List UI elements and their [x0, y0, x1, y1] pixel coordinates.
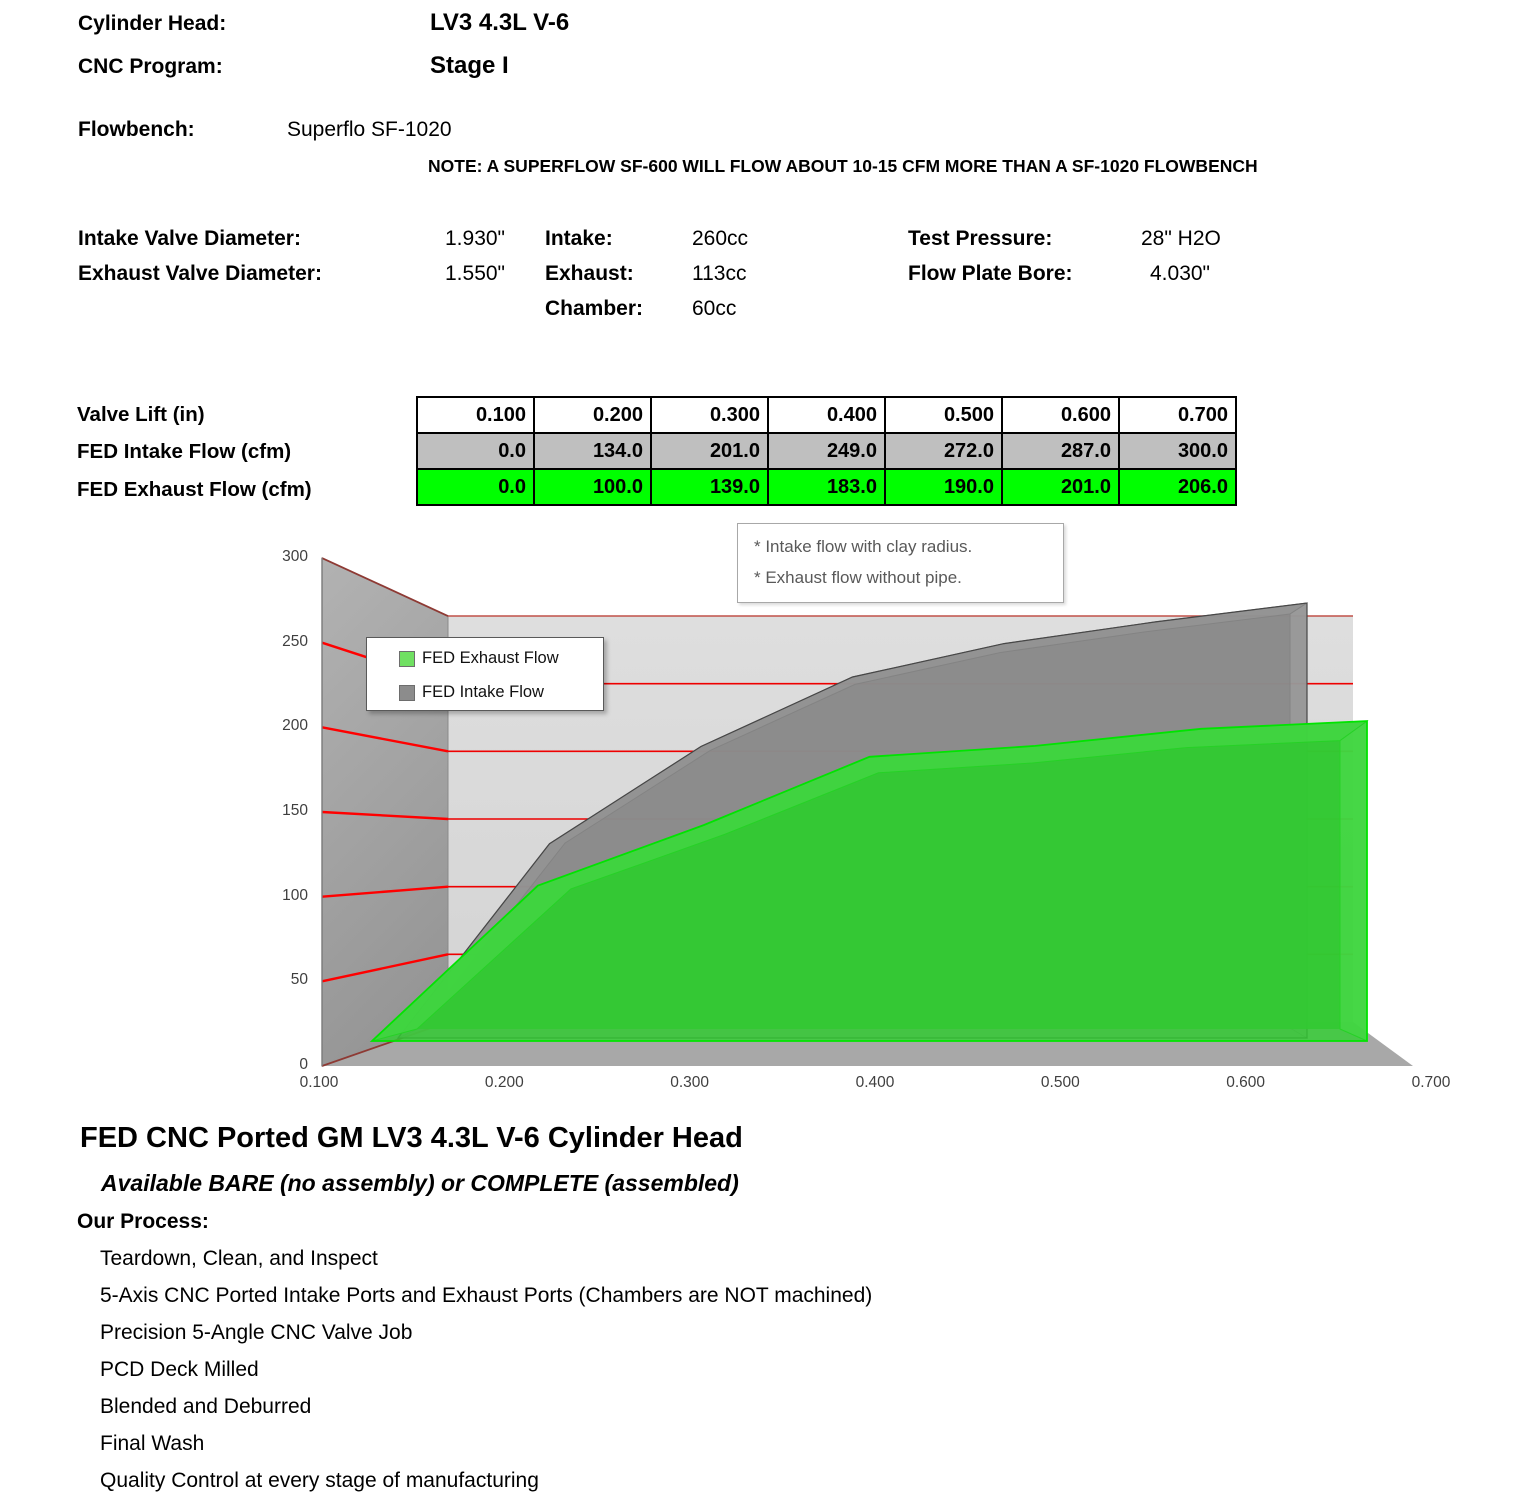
table-cell-r0-c5: 0.600 — [1002, 397, 1119, 433]
table-cell-r1-c5: 287.0 — [1002, 433, 1119, 469]
process-step-1: Teardown, Clean, and Inspect — [100, 1247, 378, 1270]
y-tick-200: 200 — [282, 717, 308, 735]
process-step-7: Quality Control at every stage of manufacturing — [100, 1469, 539, 1492]
x-tick-0.500: 0.500 — [1040, 1074, 1080, 1091]
cnc-program-value: Stage I — [430, 52, 509, 79]
exhaust-valve-diameter-value: 1.550" — [445, 262, 506, 285]
flow-plate-bore-value: 4.030" — [1150, 262, 1211, 285]
x-tick-0.700: 0.700 — [1411, 1074, 1451, 1091]
table-row-label-intake-flow: FED Intake Flow (cfm) — [77, 440, 292, 463]
y-tick-250: 250 — [282, 632, 308, 650]
flowbench-note: NOTE: A SUPERFLOW SF-600 WILL FLOW ABOUT 10-15 CFM MORE THAN A SF-1020 FLOWBENCH — [428, 156, 1258, 176]
table-cell-r0-c6: 0.700 — [1119, 397, 1236, 433]
intake-valve-diameter-value: 1.930" — [445, 227, 506, 250]
table-cell-r1-c3: 249.0 — [768, 433, 885, 469]
table-cell-r0-c3: 0.400 — [768, 397, 885, 433]
process-step-3: Precision 5-Angle CNC Valve Job — [100, 1321, 413, 1344]
x-tick-0.100: 0.100 — [299, 1074, 339, 1091]
process-step-4: PCD Deck Milled — [100, 1358, 259, 1381]
page-subtitle: Available BARE (no assembly) or COMPLETE (assembled) — [101, 1170, 739, 1196]
y-tick-300: 300 — [282, 548, 308, 565]
table-cell-r1-c1: 134.0 — [534, 433, 651, 469]
exhaust-cc-label: Exhaust: — [545, 262, 634, 285]
process-step-5: Blended and Deburred — [100, 1395, 312, 1418]
process-label: Our Process: — [77, 1210, 209, 1233]
cylinder-head-label: Cylinder Head: — [78, 12, 227, 35]
table-cell-r1-c0: 0.0 — [417, 433, 534, 469]
y-tick-150: 150 — [282, 802, 308, 819]
table-cell-r2-c2: 139.0 — [651, 469, 768, 505]
process-step-2: 5-Axis CNC Ported Intake Ports and Exhaust Ports (Chambers are NOT machined) — [100, 1284, 873, 1307]
test-pressure-value: 28" H2O — [1141, 227, 1221, 250]
y-tick-100: 100 — [282, 886, 308, 904]
cylinder-head-value: LV3 4.3L V-6 — [430, 9, 570, 36]
legend-item-intake — [399, 683, 544, 702]
flowbench-label: Flowbench: — [78, 118, 195, 141]
table-cell-r1-c2: 201.0 — [651, 433, 768, 469]
chamber-value: 60cc — [692, 297, 737, 320]
y-tick-50: 50 — [290, 971, 308, 989]
chart-annotation-box — [737, 523, 1064, 603]
x-tick-0.300: 0.300 — [670, 1074, 710, 1091]
chart-legend — [366, 637, 604, 711]
table-cell-r0-c1: 0.200 — [534, 397, 651, 433]
intake-cc-label: Intake: — [545, 227, 613, 250]
cnc-program-label: CNC Program: — [78, 55, 223, 78]
table-cell-r2-c1: 100.0 — [534, 469, 651, 505]
table-cell-r2-c0: 0.0 — [417, 469, 534, 505]
process-step-6: Final Wash — [100, 1432, 205, 1455]
x-tick-0.600: 0.600 — [1226, 1074, 1266, 1091]
table-cell-r2-c4: 190.0 — [885, 469, 1002, 505]
x-tick-0.400: 0.400 — [855, 1074, 895, 1091]
table-cell-r0-c0: 0.100 — [417, 397, 534, 433]
legend-label-intake: FED Intake Flow — [422, 683, 544, 701]
y-tick-0: 0 — [299, 1056, 308, 1073]
x-tick-0.200: 0.200 — [484, 1074, 524, 1091]
exhaust-legend-swatch — [399, 651, 415, 667]
intake-legend-swatch — [399, 685, 415, 701]
test-pressure-label: Test Pressure: — [908, 227, 1053, 250]
annotation-line-2: * Exhaust flow without pipe. — [754, 568, 962, 587]
intake-cc-value: 260cc — [692, 227, 749, 250]
table-row-label-valve-lift: Valve Lift (in) — [77, 403, 205, 426]
page-title: FED CNC Ported GM LV3 4.3L V-6 Cylinder Head — [80, 1122, 743, 1154]
table-cell-r1-c4: 272.0 — [885, 433, 1002, 469]
flow-plate-bore-label: Flow Plate Bore: — [908, 262, 1073, 285]
table-cell-r2-c3: 183.0 — [768, 469, 885, 505]
intake-valve-diameter-label: Intake Valve Diameter: — [78, 227, 301, 250]
table-row-label-exhaust-flow: FED Exhaust Flow (cfm) — [77, 478, 312, 501]
table-cell-r2-c5: 201.0 — [1002, 469, 1119, 505]
table-cell-r0-c2: 0.300 — [651, 397, 768, 433]
table-cell-r1-c6: 300.0 — [1119, 433, 1236, 469]
chamber-label: Chamber: — [545, 297, 644, 320]
exhaust-cc-value: 113cc — [692, 262, 747, 285]
legend-item-exhaust — [399, 649, 559, 668]
flow-data-table — [416, 396, 1237, 506]
table-cell-r2-c6: 206.0 — [1119, 469, 1236, 505]
table-cell-r0-c4: 0.500 — [885, 397, 1002, 433]
annotation-line-1: * Intake flow with clay radius. — [754, 537, 973, 556]
exhaust-valve-diameter-label: Exhaust Valve Diameter: — [78, 262, 322, 285]
flowbench-value: Superflo SF-1020 — [287, 118, 452, 141]
legend-label-exhaust: FED Exhaust Flow — [422, 649, 559, 667]
